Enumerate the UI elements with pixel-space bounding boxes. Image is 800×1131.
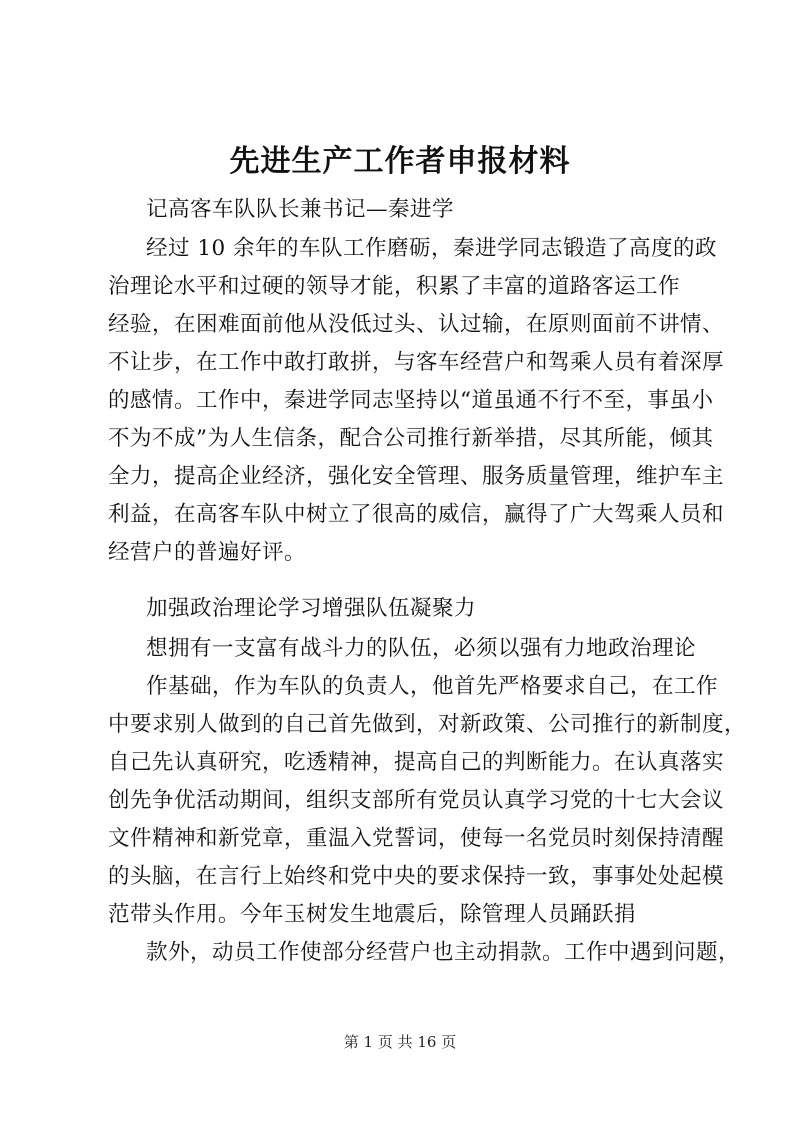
paragraph-line: 经过 10 余年的车队工作磨砺，秦进学同志锻造了高度的政 [146, 236, 718, 261]
paragraph-line: 不让步，在工作中敢打敢拼，与客车经营户和驾乘人员有着深厚 [108, 350, 725, 375]
paragraph-line: 利益，在高客车队中树立了很高的威信，赢得了广大驾乘人员和 [108, 502, 725, 527]
paragraph-line: 的头脑，在言行上始终和党中央的要求保持一致，事事处处起模 [108, 864, 725, 889]
section-heading: 加强政治理论学习增强队伍凝聚力 [146, 596, 477, 621]
paragraph-line: 中要求别人做到的自己首先做到，对新政策、公司推行的新制度， [108, 712, 747, 737]
paragraph-line: 款外，动员工作使部分经营户也主动捐款。工作中遇到问题， [146, 940, 741, 965]
paragraph-line: 不为不成”为人生信条，配合公司推行新举措，尽其所能，倾其 [108, 426, 714, 451]
paragraph-line: 记高客车队队长兼书记—秦进学 [146, 197, 455, 222]
page-footer: 第 1 页 共 16 页 [343, 1033, 457, 1051]
paragraph-line: 作基础，作为车队的负责人，他首先严格要求自己，在工作 [146, 674, 719, 699]
paragraph-line: 范带头作用。今年玉树发生地震后，除管理人员踊跃捐 [108, 902, 637, 927]
paragraph-line: 想拥有一支富有战斗力的队伍，必须以强有力地政治理论 [146, 636, 697, 661]
paragraph-line: 经营户的普遍好评。 [108, 540, 307, 565]
paragraph-line: 自己先认真研究，吃透精神，提高自己的判断能力。在认真落实 [108, 750, 725, 775]
paragraph-line: 的感情。工作中，秦进学同志坚持以“道虽通不行不至，事虽小 [108, 388, 714, 413]
paragraph-line: 创先争优活动期间，组织支部所有党员认真学习党的十七大会议 [108, 788, 725, 813]
paragraph-line: 治理论水平和过硬的领导才能，积累了丰富的道路客运工作 [108, 274, 681, 299]
document-title: 先进生产工作者申报材料 [229, 144, 571, 179]
paragraph-line: 全力，提高企业经济，强化安全管理、服务质量管理，维护车主 [108, 464, 725, 489]
paragraph-line: 经验，在困难面前他从没低过头、认过输，在原则面前不讲情、 [108, 312, 725, 337]
paragraph-line: 文件精神和新党章，重温入党誓词，使每一名党员时刻保持清醒 [108, 826, 725, 851]
